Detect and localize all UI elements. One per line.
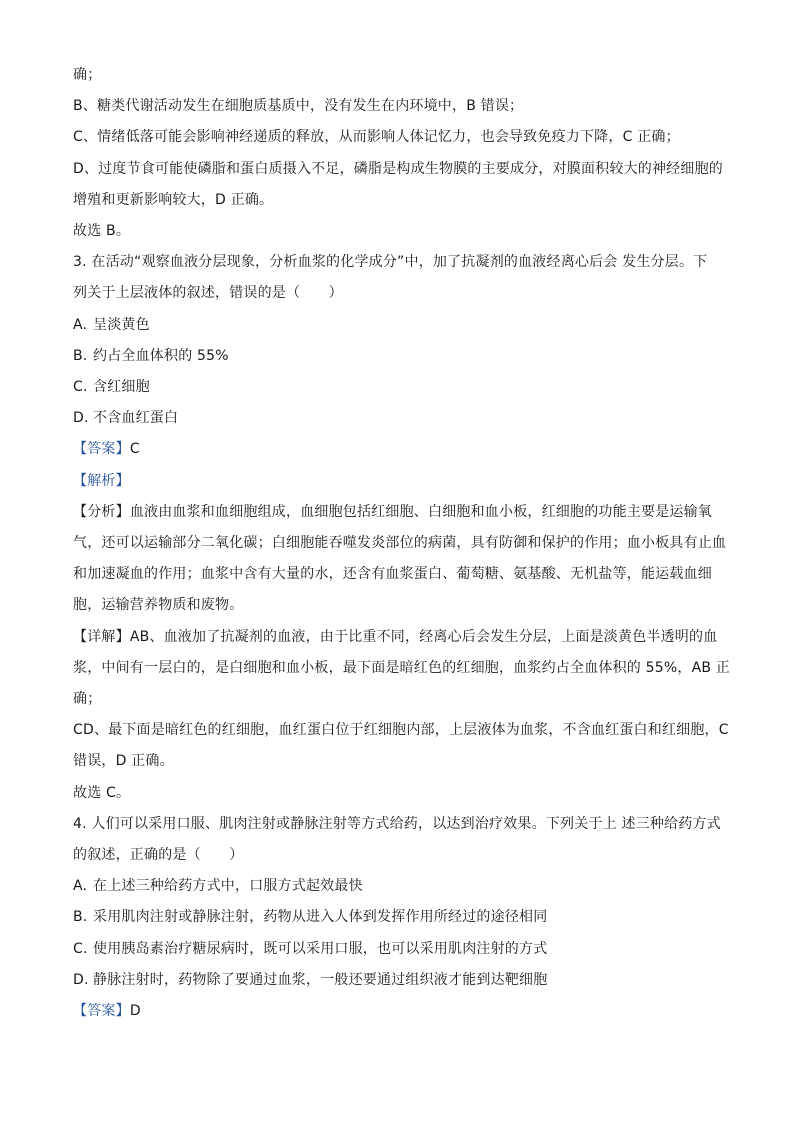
- answer-value: C: [129, 441, 140, 458]
- option-letter: B.: [73, 347, 88, 364]
- option-a: [73, 871, 721, 902]
- question-stem: 列关于上层液体的叙述，错误的是（ ）: [73, 285, 343, 302]
- option-text: 约占全血体积的 55%: [93, 347, 229, 364]
- option-d: [73, 965, 721, 996]
- text-line: D、过度节食可能使磷脂和蛋白质摄入不足，磷脂是构成生物膜的主要成分，对膜面积较大的神经细胞的: [73, 160, 723, 177]
- question-4: [73, 809, 721, 1027]
- option-c: [73, 372, 721, 403]
- text-line: CD、最下面是暗红色的红细胞，血红蛋白位于红细胞内部，上层液体为血浆，不含血红蛋白和红细胞，C: [73, 722, 729, 739]
- text-line: 增殖和更新影响较大，D 正确。: [73, 191, 274, 208]
- text-line: 浆，中间有一层白的，是白细胞和血小板，最下面是暗红色的红细胞，血浆约占全血体积的 55%，AB 正: [73, 659, 730, 676]
- question-stem: 的叙述，正确的是（ ）: [73, 847, 244, 864]
- answer-line: [73, 996, 721, 1027]
- option-a: [73, 310, 721, 341]
- option-letter: D.: [73, 971, 89, 988]
- option-text: 不含血红蛋白: [93, 410, 179, 427]
- analysis-line: [73, 466, 721, 497]
- text-line: 胞，运输营养物质和废物。: [73, 597, 244, 614]
- answer-tag: 【答案】: [73, 441, 130, 458]
- fenxi-text: 血液由血浆和血细胞组成，血细胞包括红细胞、白细胞和血小板，红细胞的功能主要是运输氧: [129, 503, 713, 520]
- text-line: 和加速凝血的作用；血浆中含有大量的水，还含有血浆蛋白、葡萄糖、氨基酸、无机盐等，能运载血细: [73, 566, 712, 583]
- option-b: [73, 341, 721, 372]
- text-line: 气，还可以运输部分二氧化碳；白细胞能吞噬发炎部位的病菌，具有防御和保护的作用；血小板具有止血: [73, 535, 727, 552]
- option-letter: D.: [73, 410, 89, 427]
- option-letter: A.: [73, 878, 88, 895]
- option-d: [73, 403, 721, 434]
- text-line: 错误，D 正确。: [73, 753, 174, 770]
- question-stem: 3. 在活动“观察血液分层现象，分析血浆的化学成分”中，加了抗凝剂的血液经离心后会 发生分层。下: [73, 254, 708, 271]
- option-text: 静脉注射时，药物除了要通过血浆，一般还要通过组织液才能到达靶细胞: [93, 971, 548, 988]
- xiangjie-tag: 【详解】: [73, 628, 130, 645]
- answer-line: [73, 434, 721, 465]
- text-line: C、情绪低落可能会影响神经递质的释放，从而影响人体记忆力，也会导致免疫力下降，C 正确；: [73, 129, 680, 146]
- text-line: 确；: [73, 67, 102, 83]
- question-3: [73, 247, 730, 809]
- fenxi-tag: 【分析】: [73, 503, 130, 520]
- option-letter: C.: [73, 940, 88, 957]
- option-letter: C.: [73, 379, 88, 396]
- text-line: B、糖类代谢活动发生在细胞质基质中，没有发生在内环境中，B 错误；: [73, 98, 524, 115]
- option-letter: A.: [73, 316, 88, 333]
- option-letter: B.: [73, 909, 88, 926]
- conclusion-line: 故选 C。: [73, 784, 131, 801]
- option-text: 含红细胞: [93, 379, 150, 396]
- question-stem: 4. 人们可以采用口服、肌肉注射或静脉注射等方式给药，以达到治疗效果。下列关于上 述三种给药方式: [73, 815, 721, 832]
- xiangjie-line: [73, 622, 721, 653]
- option-text: 在上述三种给药方式中，口服方式起效最快: [93, 878, 363, 895]
- xiangjie-text: AB、血液加了抗凝剂的血液，由于比重不同，经离心后会发生分层，上面是淡黄色半透明的血: [129, 628, 718, 645]
- analysis-tag: 【解析】: [73, 472, 130, 489]
- conclusion-line: 故选 B。: [73, 223, 131, 240]
- option-b: [73, 902, 721, 933]
- option-c: [73, 934, 721, 965]
- option-text: 采用肌肉注射或静脉注射，药物从进入人体到发挥作用所经过的途径相同: [93, 909, 548, 926]
- fenxi-line: [73, 497, 721, 528]
- option-text: 呈淡黄色: [93, 316, 150, 333]
- option-text: 使用胰岛素治疗糖尿病时，既可以采用口服，也可以采用肌肉注射的方式: [93, 940, 548, 957]
- answer-value: D: [129, 1003, 141, 1020]
- document-page: [73, 60, 730, 1027]
- answer-tag: 【答案】: [73, 1003, 130, 1020]
- text-line: 确；: [73, 691, 102, 708]
